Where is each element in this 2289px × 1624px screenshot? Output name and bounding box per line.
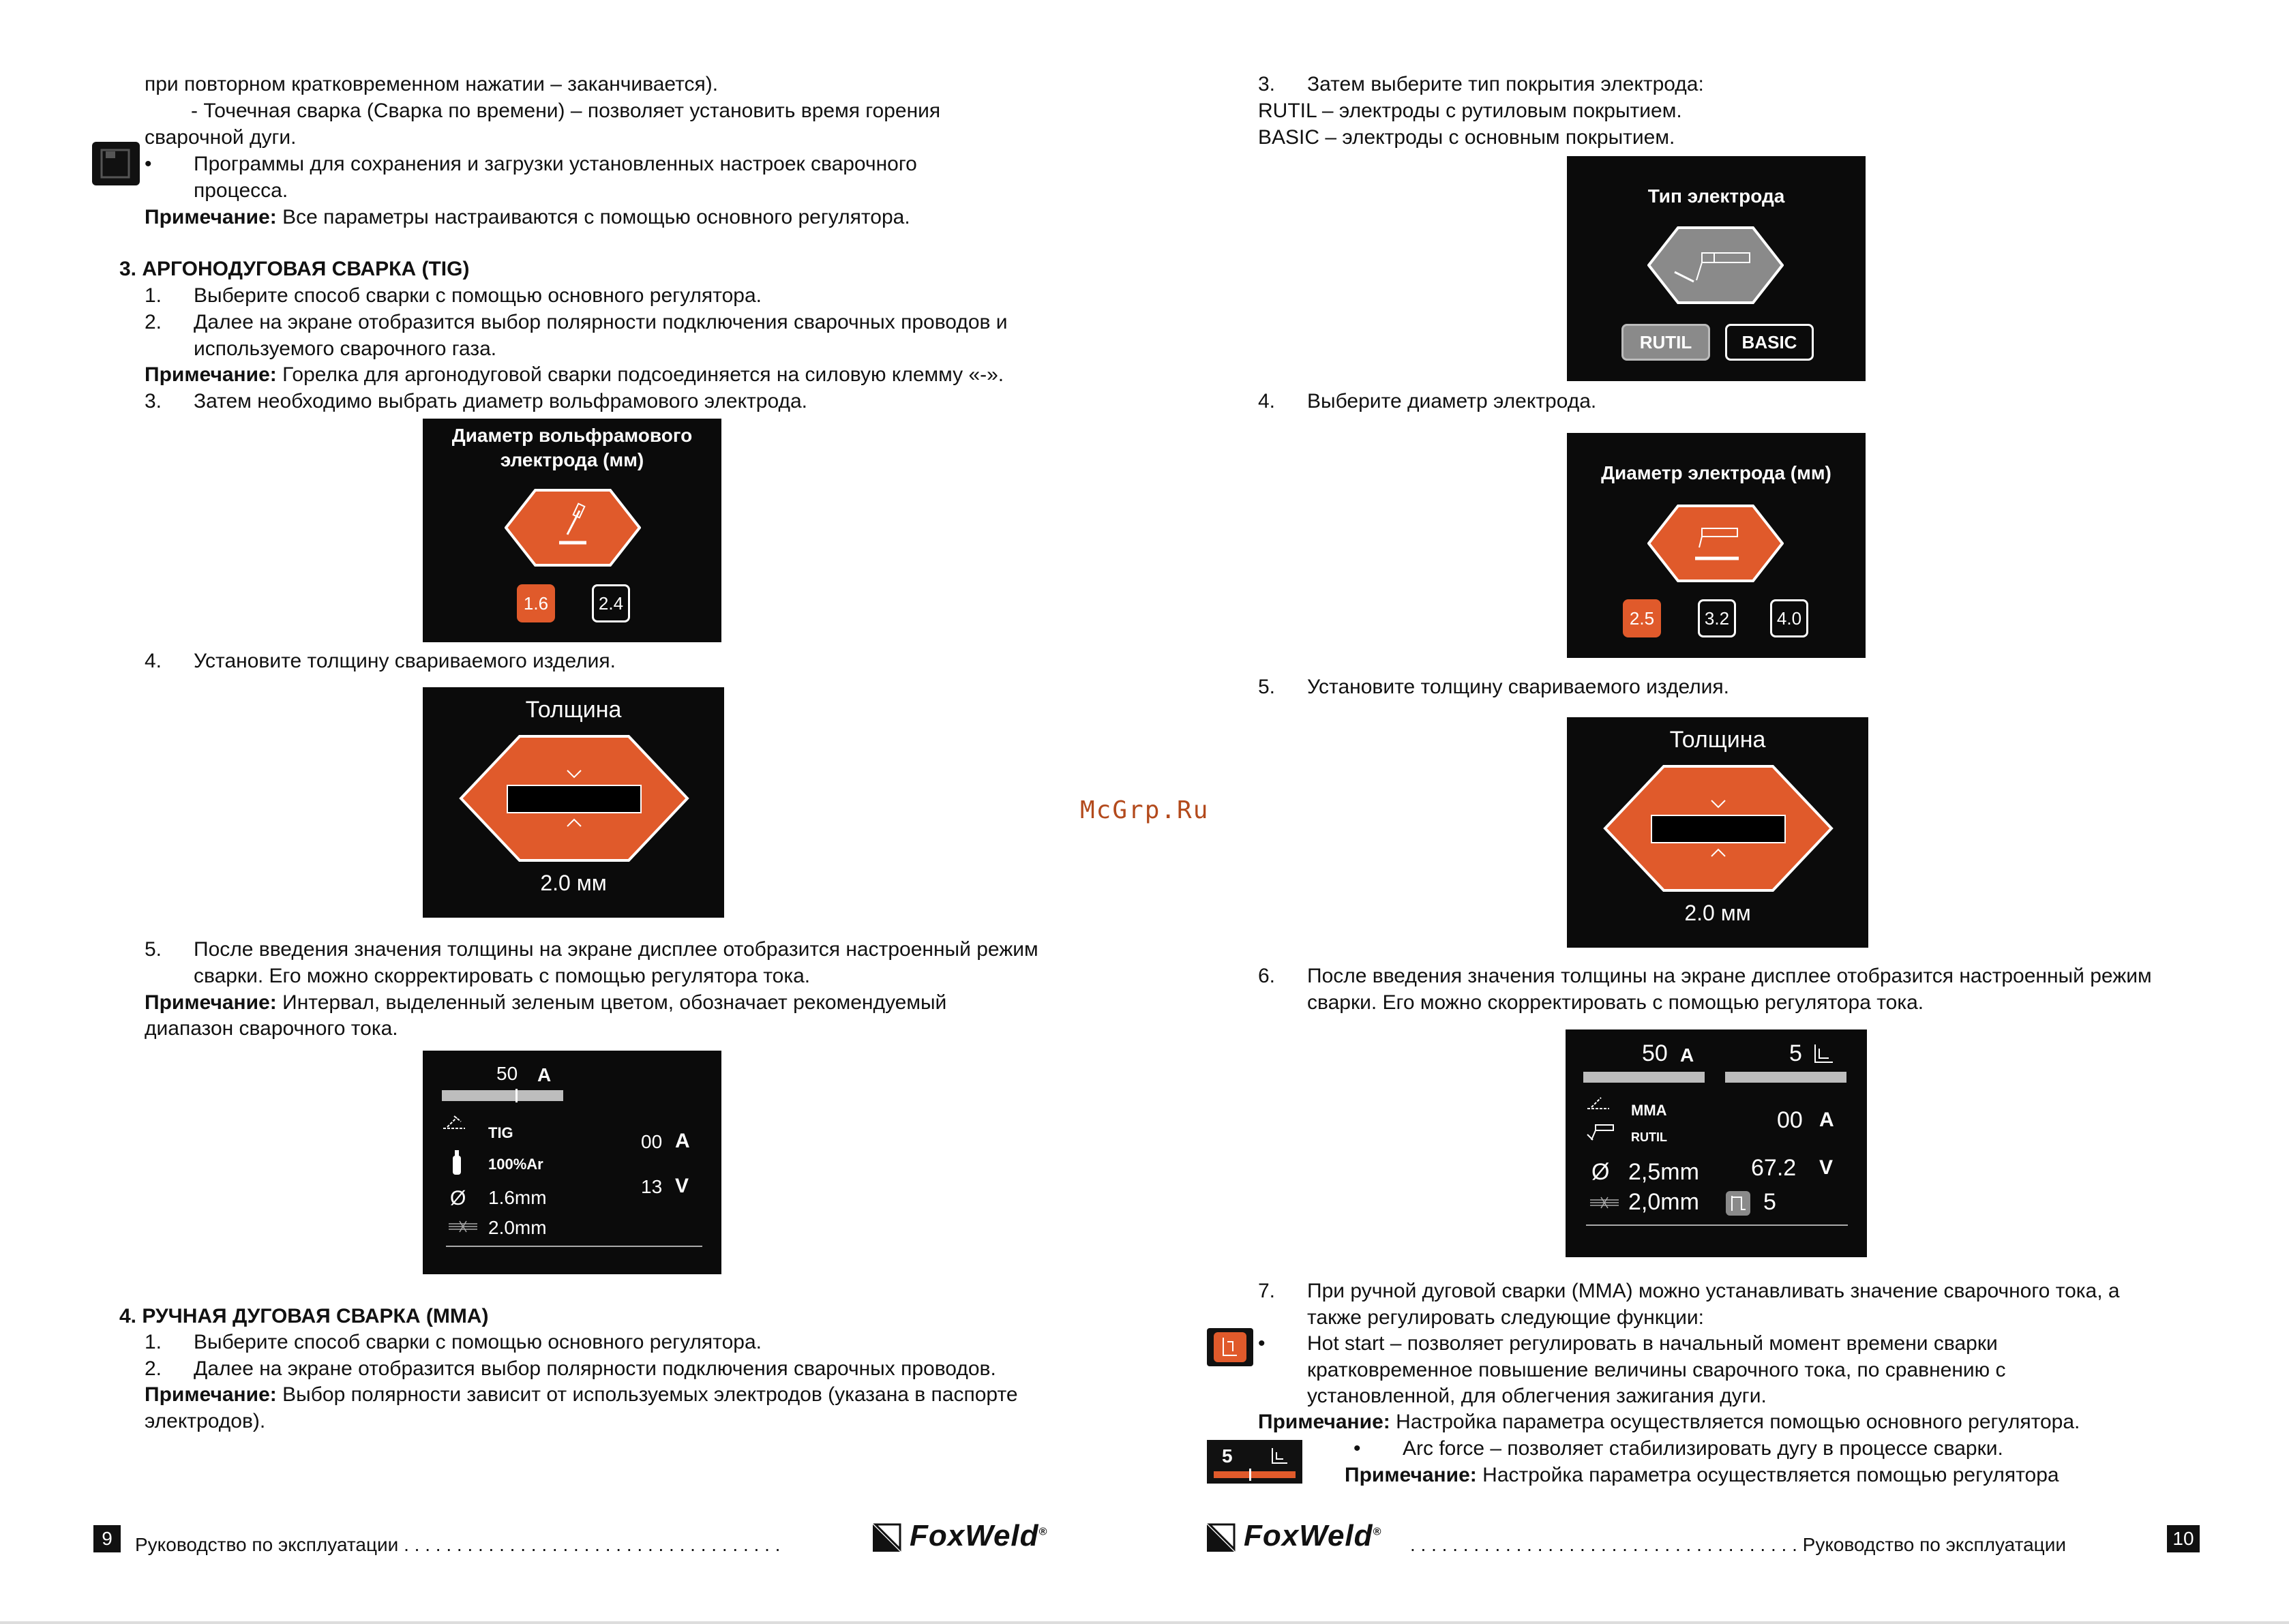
diameter-icon: Ø — [450, 1187, 466, 1209]
list-number: 3. — [145, 390, 162, 412]
text-line: при повторном кратковременном нажатии – заканчивается). — [145, 73, 719, 95]
text-line: - Точечная сварка (Сварка по времени) – позволяет установить время горения — [191, 100, 941, 122]
current-unit: A — [675, 1130, 690, 1152]
amp-unit: A — [537, 1064, 552, 1085]
save-program-icon — [92, 142, 140, 185]
list-number: 2. — [145, 311, 162, 333]
list-item: кратковременное повышение величины сварочного тока, по сравнению с — [1307, 1359, 2006, 1381]
electrode-diameter-icon — [1647, 502, 1784, 584]
list-number: 4. — [145, 650, 162, 672]
list-item: Установите толщину свариваемого изделия. — [1307, 676, 1729, 698]
mode-label: MMA — [1631, 1102, 1667, 1119]
screen-title: Диаметр вольфрамового — [451, 425, 693, 446]
text-line: Программы для сохранения и загрузки установленных настроек сварочного — [194, 153, 917, 175]
note-label: Примечание: — [145, 1383, 277, 1406]
divider — [446, 1246, 702, 1247]
screen-electrode-diameter — [1567, 433, 1866, 658]
list-number: 6. — [1258, 965, 1276, 987]
list-number: 1. — [145, 1331, 162, 1353]
option-2-4[interactable]: 2.4 — [592, 584, 630, 622]
screen-title: Диаметр электрода (мм) — [1601, 462, 1831, 483]
amp-unit: A — [1680, 1044, 1694, 1066]
current-bar — [1583, 1072, 1705, 1083]
electrode-type-label: RUTIL — [1631, 1130, 1667, 1144]
note-label: Примечание: — [145, 363, 277, 386]
list-number: 4. — [1258, 390, 1276, 412]
screen-title: Толщина — [1669, 727, 1766, 753]
list-item: сварки. Его можно скорректировать с помощью регулятора тока. — [1307, 991, 1924, 1014]
list-number: 1. — [145, 284, 162, 307]
list-item: Выберите способ сварки с помощью основного регулятора. — [194, 284, 762, 307]
watermark: McGrp.Ru — [1080, 796, 1210, 824]
note-text: Настройка параметра осуществляется помощью основного регулятора. — [1396, 1411, 2080, 1433]
list-item: Далее на экране отобразится выбор полярности подключения сварочных проводов и — [194, 311, 1008, 333]
option-2-5[interactable]: 2.5 — [1623, 599, 1661, 637]
torch-icon — [440, 1112, 468, 1132]
brand-logo: FoxWeld® — [1244, 1519, 1382, 1552]
amp-setting: 50 — [1642, 1040, 1668, 1066]
text-line: диапазон сварочного тока. — [145, 1017, 398, 1040]
foxweld-logo-icon — [1206, 1523, 1236, 1553]
arc-force-icon — [1725, 1190, 1751, 1216]
list-item: После введения значения толщины на экране дисплее отобразится настроенный режим — [194, 938, 1038, 961]
text-line: процесса. — [194, 179, 288, 202]
diameter-value: 1.6mm — [488, 1187, 547, 1208]
list-item: После введения значения толщины на экране дисплее отобразится настроенный режим — [1307, 965, 2152, 987]
hot-start-value: 5 — [1789, 1040, 1802, 1066]
page-bottom-edge — [0, 1621, 2289, 1624]
list-number: 3. — [1258, 73, 1276, 95]
screen-tungsten-diameter — [423, 419, 721, 642]
current-range-bar — [442, 1090, 563, 1101]
voltage-unit: V — [675, 1175, 689, 1197]
hot-start-bar — [1725, 1072, 1846, 1083]
section-heading-tig: 3. АРГОНОДУГОВАЯ СВАРКА (TIG) — [119, 258, 470, 280]
thickness-value: 2.0 мм — [540, 871, 607, 895]
bullet: • — [1258, 1332, 1266, 1355]
option-3-2[interactable]: 3.2 — [1698, 599, 1736, 637]
list-item: используемого сварочного газа. — [194, 337, 497, 360]
option-rutil[interactable]: RUTIL — [1621, 324, 1710, 361]
note-label: Примечание: — [145, 206, 277, 228]
note-label: Примечание: — [145, 991, 277, 1014]
note-text: Выбор полярности зависит от используемых электродов (указана в паспорте — [282, 1383, 1018, 1406]
bullet: • — [1353, 1437, 1361, 1460]
amp-setting: 50 — [496, 1063, 518, 1084]
gas-label: 100%Ar — [488, 1156, 543, 1173]
list-item: При ручной дуговой сварки (MMA) можно устанавливать значение сварочного тока, а — [1307, 1280, 2120, 1302]
mode-label: TIG — [488, 1124, 513, 1141]
note-text: Настройка параметра осуществляется помощью регулятора — [1482, 1464, 2059, 1486]
thickness-icon — [1602, 764, 1834, 893]
list-number: 7. — [1258, 1280, 1276, 1302]
note-text: Все параметры настраиваются с помощью основного регулятора. — [282, 206, 910, 228]
list-item: Затем выберите тип покрытия электрода: — [1307, 73, 1704, 95]
screen-mma-status — [1566, 1029, 1867, 1257]
electrode-icon — [1647, 224, 1784, 306]
screen-electrode-type — [1567, 156, 1866, 381]
list-item: Arc force – позволяет стабилизировать дугу в процессе сварки. — [1403, 1437, 2003, 1460]
note — [1258, 1409, 2080, 1435]
screen-tig-status — [423, 1051, 721, 1274]
note-label: Примечание: — [1258, 1411, 1390, 1433]
section-heading-mma: 4. РУЧНАЯ ДУГОВАЯ СВАРКА (MMA) — [119, 1305, 489, 1327]
footer-text: . . . . . . . . . . . . . . . . . . . . . . . . . . . . . . . . . . . . . Руководство по эксплуатации — [1410, 1534, 2066, 1555]
note — [1345, 1462, 2059, 1488]
hot-start-icon — [1812, 1043, 1836, 1065]
note-label: Примечание: — [1345, 1464, 1477, 1486]
screen-title: электрода (мм) — [500, 449, 644, 470]
text-line: BASIC – электроды с основным покрытием. — [1258, 126, 1675, 149]
diameter-value: 2,5mm — [1628, 1159, 1699, 1185]
screen-title: Тип электрода — [1647, 185, 1785, 207]
list-item: Затем необходимо выбрать диаметр вольфрамового электрода. — [194, 390, 808, 412]
current-unit: A — [1819, 1109, 1834, 1131]
list-item: Далее на экране отобразится выбор полярности подключения сварочных проводов. — [194, 1357, 996, 1380]
foxweld-logo-icon — [871, 1523, 901, 1553]
screen-title: Толщина — [525, 697, 622, 723]
list-item: Выберите способ сварки с помощью основного регулятора. — [194, 1331, 762, 1353]
text-line: сварочной дуги. — [145, 126, 297, 149]
thickness-value: 2.0 мм — [1684, 901, 1751, 925]
thickness-small-icon — [1589, 1196, 1620, 1209]
list-number: 2. — [145, 1357, 162, 1380]
note — [145, 362, 1004, 388]
brand-logo: FoxWeld® — [910, 1519, 1048, 1552]
arc-force-icon-value: 5 — [1222, 1445, 1233, 1467]
arc-force-display-icon — [1207, 1440, 1302, 1484]
current-value: 00 — [641, 1131, 663, 1152]
diameter-icon: Ø — [1591, 1159, 1610, 1185]
list-number: 5. — [145, 938, 162, 961]
screen-thickness — [423, 687, 724, 918]
page-number: 9 — [93, 1525, 121, 1552]
note — [145, 1382, 1018, 1408]
option-basic[interactable]: BASIC — [1725, 324, 1814, 361]
note — [145, 990, 946, 1016]
note — [145, 205, 910, 230]
list-item: Установите толщину свариваемого изделия. — [194, 650, 616, 672]
hot-start-button-icon — [1207, 1328, 1253, 1366]
list-item: Hot start – позволяет регулировать в начальный момент времени сварки — [1307, 1332, 1998, 1355]
thickness-value: 2.0mm — [488, 1217, 547, 1238]
voltage-value: 67.2 — [1751, 1155, 1797, 1181]
note-text: Горелка для аргонодуговой сварки подсоединяется на силовую клемму «-». — [282, 363, 1004, 386]
thickness-icon — [458, 734, 690, 863]
voltage-value: 13 — [641, 1176, 663, 1197]
tig-torch-icon — [505, 487, 641, 569]
gas-cylinder-icon — [450, 1149, 464, 1176]
screen-thickness — [1567, 717, 1868, 948]
text-line: электродов). — [145, 1410, 266, 1432]
thickness-small-icon — [447, 1220, 479, 1233]
list-item: установленной, для облегчения зажигания дуги. — [1307, 1385, 1767, 1407]
list-item: Выберите диаметр электрода. — [1307, 390, 1597, 412]
list-item: сварки. Его можно скорректировать с помощью регулятора тока. — [194, 965, 811, 987]
list-number: 5. — [1258, 676, 1276, 698]
current-value: 00 — [1777, 1107, 1803, 1133]
page-number: 10 — [2167, 1525, 2200, 1552]
text-line: RUTIL – электроды с рутиловым покрытием. — [1258, 100, 1682, 122]
footer-text: Руководство по эксплуатации . . . . . . . . . . . . . . . . . . . . . . . . . . . . . . . . . . . . — [135, 1534, 781, 1555]
thickness-value: 2,0mm — [1628, 1189, 1699, 1215]
option-4-0[interactable]: 4.0 — [1770, 599, 1808, 637]
note-text: Интервал, выделенный зеленым цветом, обозначает рекомендуемый — [282, 991, 947, 1014]
bullet: • — [145, 153, 152, 175]
list-item: также регулировать следующие функции: — [1307, 1306, 1704, 1329]
arc-force-value: 5 — [1763, 1189, 1776, 1215]
electrode-holder-icon — [1585, 1092, 1612, 1113]
electrode-type-icon — [1585, 1122, 1615, 1143]
option-1-6[interactable]: 1.6 — [517, 584, 555, 622]
voltage-unit: V — [1819, 1156, 1834, 1179]
divider — [1586, 1224, 1848, 1226]
